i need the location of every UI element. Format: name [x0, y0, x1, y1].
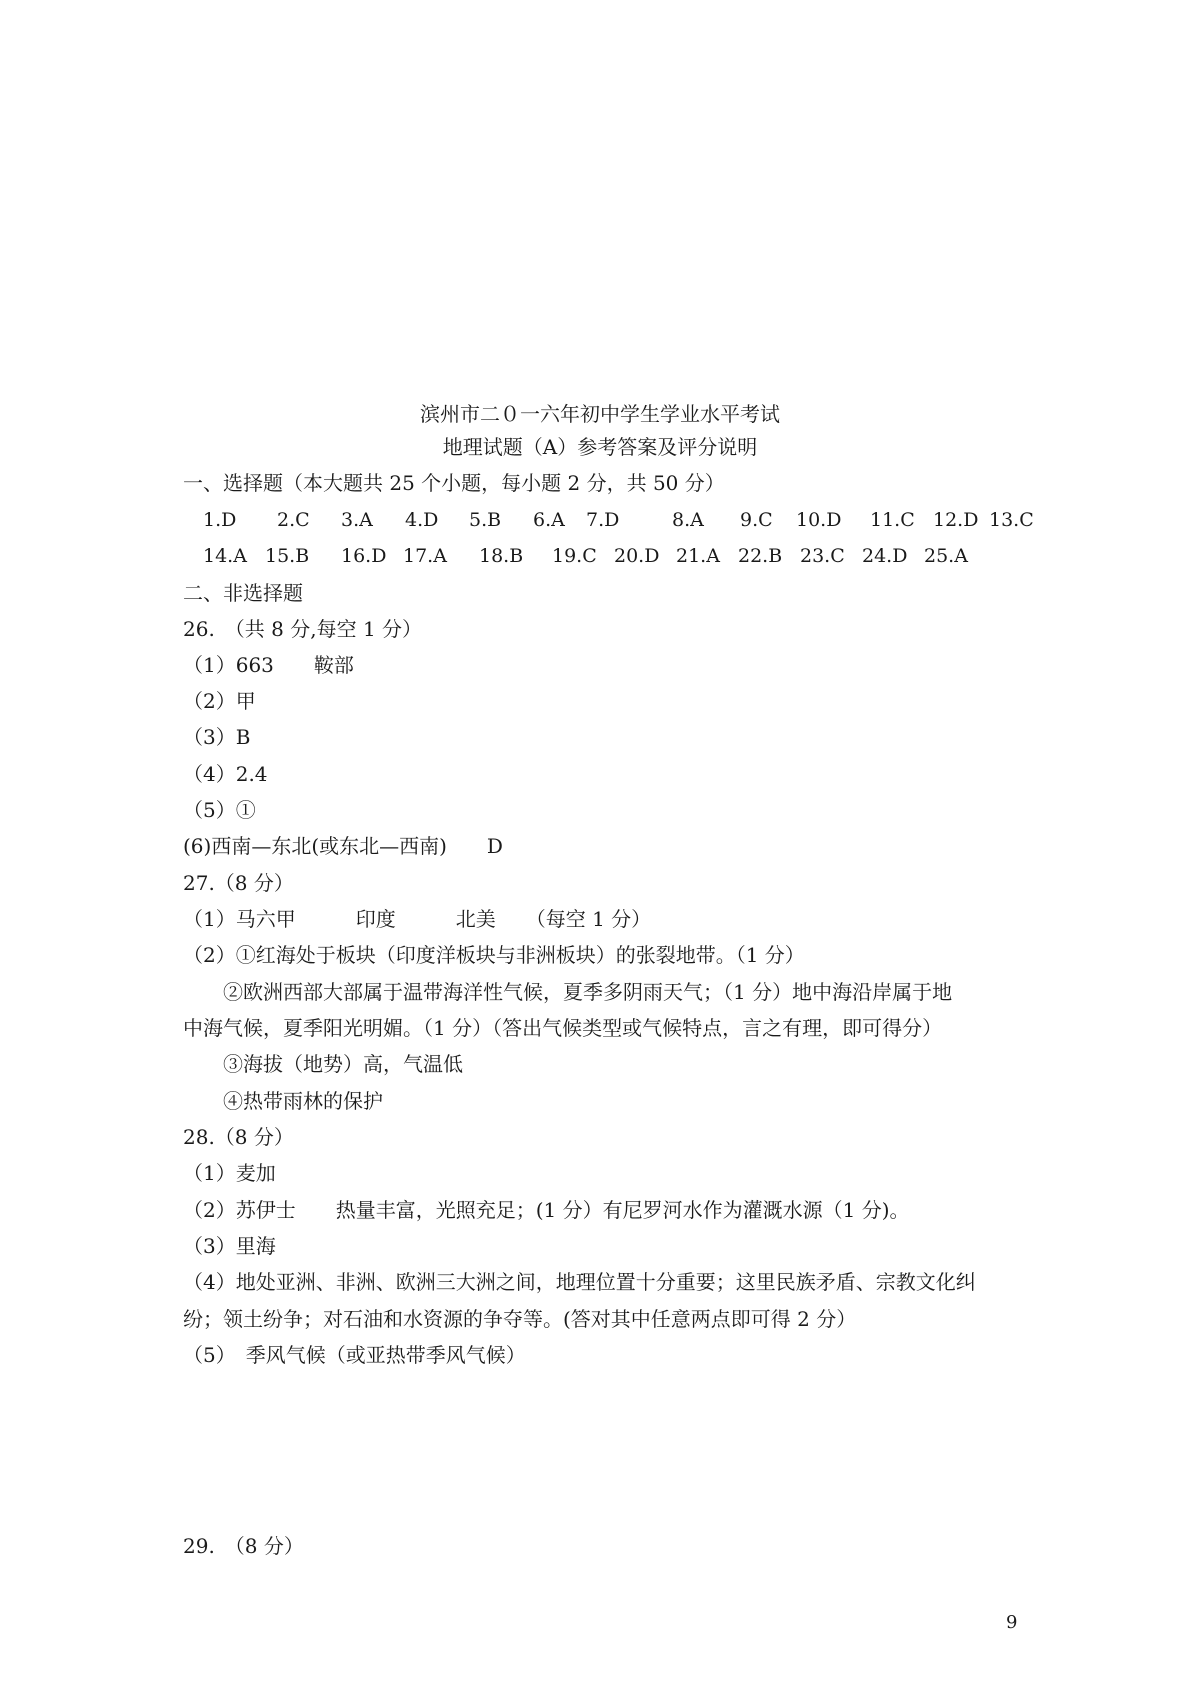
q28-header: 28.（8 分） [183, 1125, 294, 1149]
answer-item: 22.B [738, 545, 783, 567]
q27-answer: （1）马六甲 印度 北美 （每空 1 分） [183, 907, 652, 931]
answer-item: 19.C [552, 545, 597, 567]
section-heading-non-choice: 二、非选择题 [183, 581, 303, 605]
q28-answer: （3）里海 [183, 1234, 276, 1258]
answer-item: 24.D [862, 545, 908, 567]
q27-answer: ④热带雨林的保护 [183, 1089, 383, 1113]
answer-item: 5.B [469, 509, 502, 531]
answer-item: 9.C [740, 509, 773, 531]
answer-item: 6.A [533, 509, 565, 531]
q28-answer: （4）地处亚洲、非洲、欧洲三大洲之间，地理位置十分重要；这里民族矛盾、宗教文化纠 [183, 1270, 976, 1294]
answer-item: 4.D [405, 509, 439, 531]
q27-answer: ②欧洲西部大部属于温带海洋性气候，夏季多阴雨天气；（1 分）地中海沿岸属于地 [183, 980, 953, 1004]
q29-header: 29. （8 分） [183, 1534, 304, 1558]
page-number: 9 [1006, 1612, 1018, 1633]
document-subtitle: 地理试题（A）参考答案及评分说明 [442, 435, 758, 459]
q27-answer: ③海拔（地势）高，气温低 [183, 1052, 463, 1076]
answer-item: 15.B [265, 545, 310, 567]
answer-item: 1.D [203, 509, 237, 531]
answer-item: 21.A [676, 545, 720, 567]
answer-item: 16.D [341, 545, 387, 567]
answer-item: 11.C [870, 509, 915, 531]
answer-item: 7.D [586, 509, 620, 531]
answer-item: 18.B [479, 545, 524, 567]
answer-item: 20.D [614, 545, 660, 567]
q28-answer: （5） 季风气候（或亚热带季风气候） [183, 1343, 526, 1367]
q27-answer: （2）①红海处于板块（印度洋板块与非洲板块）的张裂地带。（1 分） [183, 943, 805, 967]
answer-item: 12.D [933, 509, 979, 531]
q26-answer: （4）2.4 [183, 762, 268, 786]
q27-answer: 中海气候，夏季阳光明媚。（1 分）（答出气候类型或气候特点，言之有理，即可得分） [183, 1016, 943, 1040]
q27-header: 27.（8 分） [183, 871, 294, 895]
answer-item: 2.C [277, 509, 310, 531]
answer-item: 8.A [672, 509, 704, 531]
q28-answer: （2）苏伊士 热量丰富，光照充足；(1 分）有尼罗河水作为灌溉水源（1 分)。 [183, 1198, 910, 1222]
answer-item: 10.D [796, 509, 842, 531]
answer-item: 17.A [403, 545, 447, 567]
q28-answer: （1）麦加 [183, 1161, 276, 1185]
answer-item: 3.A [341, 509, 373, 531]
answer-item: 25.A [924, 545, 968, 567]
document-title: 滨州市二０一六年初中学生学业水平考试 [420, 402, 780, 426]
q26-header: 26. （共 8 分,每空 1 分） [183, 617, 423, 641]
answer-item: 14.A [203, 545, 247, 567]
answer-item: 23.C [800, 545, 845, 567]
q26-answer: （1）663 鞍部 [183, 653, 354, 677]
q26-answer: （3）B [183, 725, 251, 749]
q28-answer: 纷；领土纷争；对石油和水资源的争夺等。(答对其中任意两点即可得 2 分） [183, 1307, 857, 1331]
answer-item: 13.C [989, 509, 1034, 531]
q26-answer: （2）甲 [183, 689, 256, 713]
q26-answer: （5）① [183, 798, 256, 822]
q26-answer: (6)西南—东北(或东北—西南) D [183, 834, 503, 858]
section-heading-multiple-choice: 一、选择题（本大题共 25 个小题，每小题 2 分，共 50 分） [183, 471, 725, 495]
